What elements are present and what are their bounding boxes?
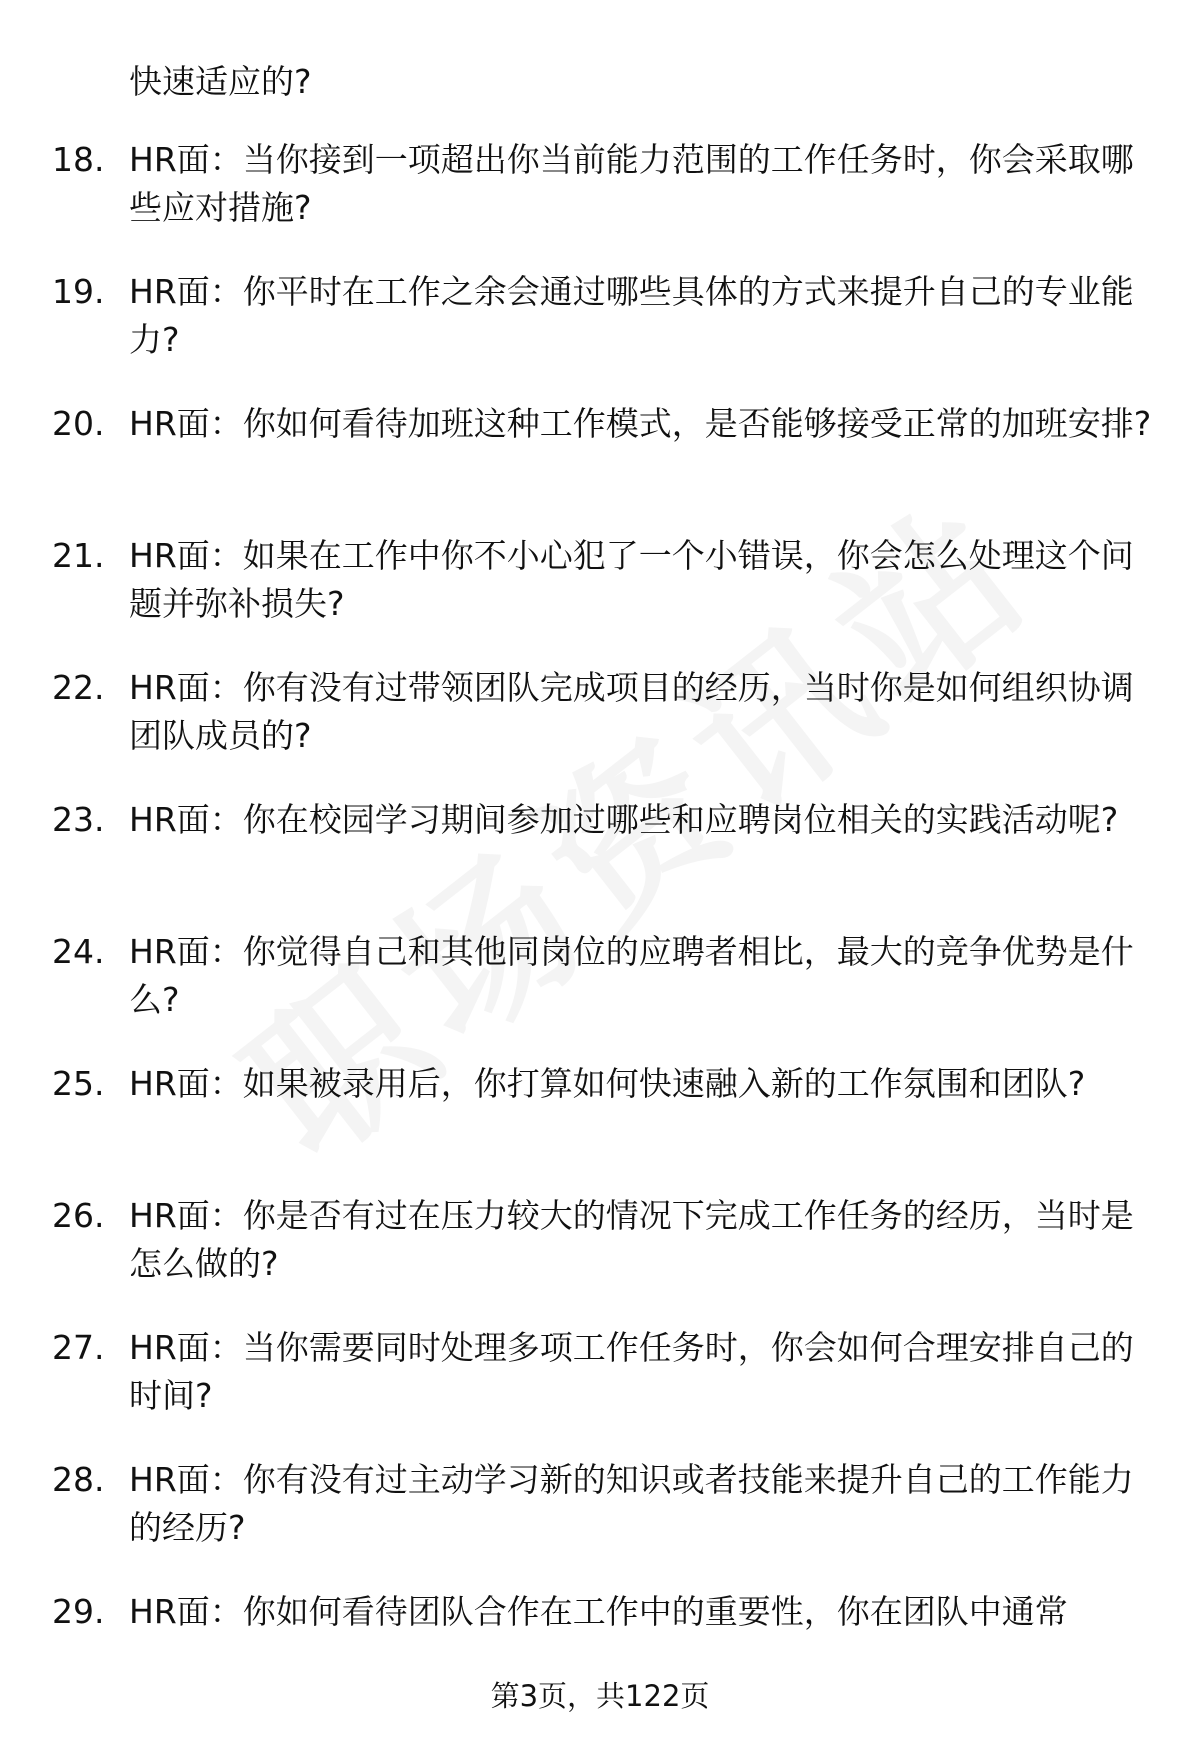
list-item [0,928,1200,1060]
question-text: HR面：你如何看待加班这种工作模式，是否能够接受正常的加班安排? [129,404,1152,443]
item-number: 29. [52,1592,105,1631]
item-number: 21. [52,536,105,575]
list-item [0,1192,1200,1324]
list-item [0,532,1200,664]
question-text: HR面：你在校园学习期间参加过哪些和应聘岗位相关的实践活动呢? [129,800,1119,839]
list-item [0,1324,1200,1456]
question-text: HR面：你是否有过在压力较大的情况下完成工作任务的经历，当时是怎么做的? [129,1196,1134,1283]
question-text: HR面：如果被录用后，你打算如何快速融入新的工作氛围和团队? [129,1064,1086,1103]
question-text: HR面：如果在工作中你不小心犯了一个小错误，你会怎么处理这个问题并弥补损失? [129,536,1134,623]
question-text: HR面：你平时在工作之余会通过哪些具体的方式来提升自己的专业能力? [129,272,1134,359]
list-item [0,268,1200,400]
question-text: HR面：你有没有过主动学习新的知识或者技能来提升自己的工作能力的经历? [129,1460,1134,1547]
question-text: HR面：你如何看待团队合作在工作中的重要性，你在团队中通常 [129,1592,1068,1631]
item-number: 18. [52,140,105,179]
item-number: 19. [52,272,105,311]
list-item [0,664,1200,796]
question-list [0,136,1200,1720]
item-number: 22. [52,668,105,707]
item-number: 27. [52,1328,105,1367]
item-number: 25. [52,1064,105,1103]
question-text: HR面：你有没有过带领团队完成项目的经历，当时你是如何组织协调团队成员的? [129,668,1134,755]
question-text: HR面：当你接到一项超出你当前能力范围的工作任务时，你会采取哪些应对措施? [129,140,1134,227]
item-number: 26. [52,1196,105,1235]
page-footer: 第3页，共122页 [490,1679,710,1713]
list-item [0,1456,1200,1588]
item-number: 24. [52,932,105,971]
continuation-line: 快速适应的? [129,62,312,101]
question-text: HR面：你觉得自己和其他同岗位的应聘者相比，最大的竞争优势是什么? [129,932,1134,1019]
list-item [0,400,1200,532]
list-item [0,136,1200,268]
item-number: 20. [52,404,105,443]
list-item [0,1060,1200,1192]
question-text: HR面：当你需要同时处理多项工作任务时，你会如何合理安排自己的时间? [129,1328,1134,1415]
item-number: 28. [52,1460,105,1499]
list-item [0,796,1200,928]
item-number: 23. [52,800,105,839]
